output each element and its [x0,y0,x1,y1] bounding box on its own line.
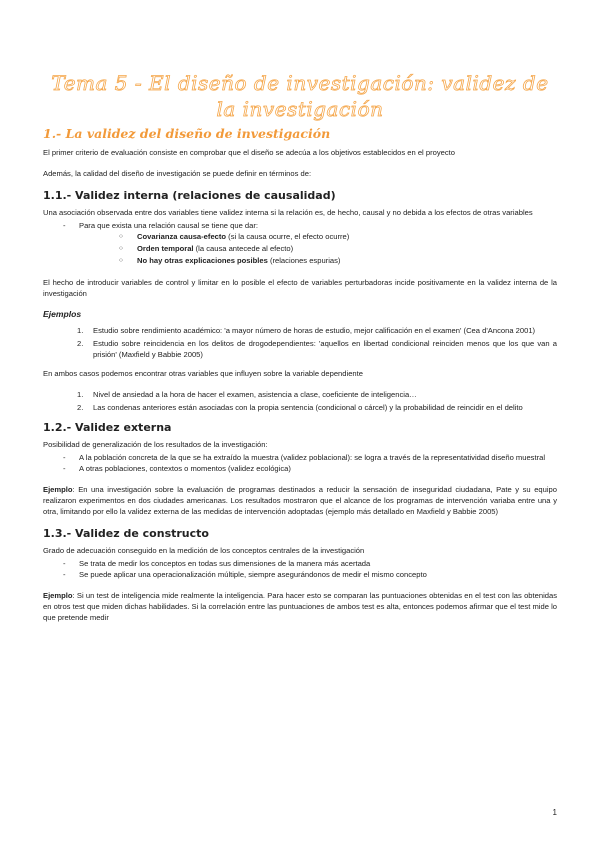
example-paragraph: Ejemplo: En una investigación sobre la evaluación de programas destinados a reducir la sensación de inseguridad ciudadana, Pate y su equipo realizaron experimentos en dos ciudades americanas. Los resultados mostraron que el alcance de los programas de intervención variaba entre una y otra, limitando por ello la validez externa de las medidas de intervención adoptadas (ejemplo más detallado en Maxfield y Babbie 2005) [43,485,557,516]
list-item: 2. Las condenas anteriores están asociadas con la propia sentencia (condicional o cárcel) y la probabilidad de reincidir en el delito [77,403,523,412]
subsection-heading: 1.1.- Validez interna (relaciones de causalidad) [43,189,336,202]
list-item: ○ No hay otras explicaciones posibles (relaciones espurias) [119,255,557,267]
examples-heading: Ejemplos [43,309,82,319]
subsection-heading: 1.2.- Validez externa [43,421,172,434]
paragraph: Además, la calidad del diseño de investigación se puede definir en términos de: [43,169,312,178]
paragraph: Una asociación observada entre dos variables tiene validez interna si la relación es, de hecho, causal y no debida a los efectos de otras variables [43,208,533,217]
list-item: ○ Orden temporal (la causa antecede al efecto) [119,243,557,255]
paragraph: Grado de adecuación conseguido en la medición de los conceptos centrales de la investigación [43,546,365,555]
page-title: Tema 5 - El diseño de investigación: validez de la investigación [51,71,549,121]
numbered-list [43,389,557,413]
list-item: 1. Nivel de ansiedad a la hora de hacer el examen, asistencia a clase, coeficiente de inteligencia… [77,390,417,399]
dash-list [43,558,557,580]
list-item: - A otras poblaciones, contextos o momentos (validez ecológica) [63,463,557,474]
dash-list [43,220,557,267]
list-item: - A la población concreta de la que se ha extraído la muestra (validez poblacional): se logra a través de la representatividad diseño muestral [63,452,557,463]
page-number: 1 [552,808,557,817]
paragraph: En ambos casos podemos encontrar otras variables que influyen sobre la variable dependiente [43,369,363,378]
list-item: - Para que exista una relación causal se tiene que dar: ○ Covarianza causa-efecto (si la causa ocurre, el efecto ocurre) ○ Orden temporal (la causa antecede al efecto) ○ No hay otras explicaciones posibles (relaciones espurias) [63,220,557,267]
paragraph: El hecho de introducir variables de control y limitar en lo posible el efecto de variables perturbadoras incide positivamente en la validez interna de la investigación [43,278,557,298]
section-heading: 1.- La validez del diseño de investigación [43,126,331,141]
list-item: 2. Estudio sobre reincidencia en los delitos de drogodependientes: 'aquellos en libertad condicional reinciden menos que los que van a prisión' (Maxfield y Babbie 2005) [77,339,557,359]
example-paragraph: Ejemplo: Si un test de inteligencia mide realmente la inteligencia. Para hacer esto se comparan las puntuaciones obtenidas en el test con las obtenidas en otros test que miden dichas habilidades. Si la correlación entre las puntuaciones de ambos test es alta, entonces podemos afirmar que el test mide lo que pretende medir [43,591,557,622]
paragraph: Posibilidad de generalización de los resultados de la investigación: [43,440,268,449]
list-item: - Se trata de medir los conceptos en todas sus dimensiones de la manera más acertada [63,558,557,569]
sub-list [79,231,557,267]
list-item: ○ Covarianza causa-efecto (si la causa ocurre, el efecto ocurre) [119,231,557,243]
dash-list [43,452,557,474]
list-item: - Se puede aplicar una operacionalización múltiple, siempre asegurándonos de medir el mismo concepto [63,569,557,580]
numbered-list [43,325,557,360]
subsection-heading: 1.3.- Validez de constructo [43,527,209,540]
paragraph: El primer criterio de evaluación consiste en comprobar que el diseño se adecúa a los objetivos establecidos en el proyecto [43,148,455,157]
list-item: 1. Estudio sobre rendimiento académico: 'a mayor número de horas de estudio, mejor calificación en el examen' (Cea d'Ancona 2001) [77,326,536,335]
